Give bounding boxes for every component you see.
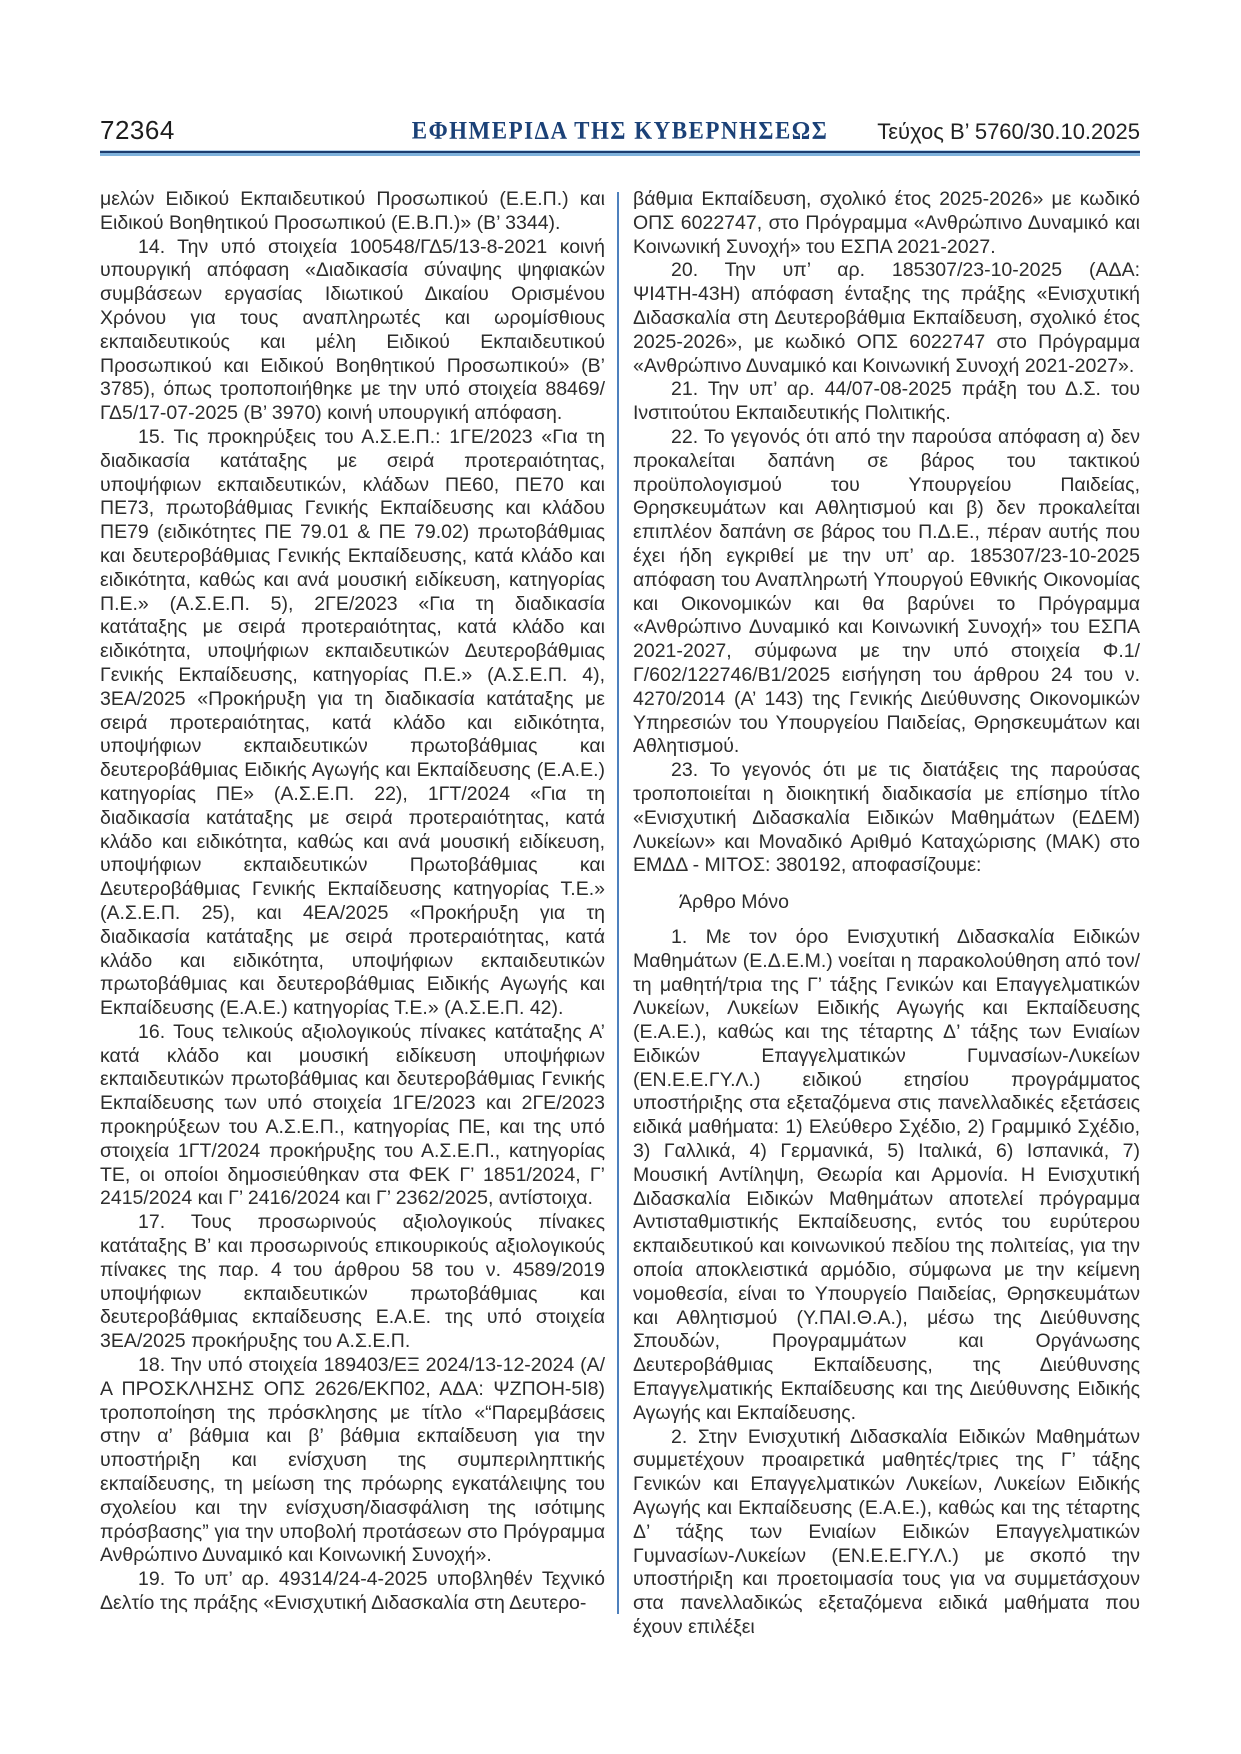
paragraph-item-15: 15. Τις προκηρύξεις του Α.Σ.Ε.Π.: 1ΓΕ/2023 «Για τη διαδικασία κατάταξης με σειρά προτεραιότητας, υποψήφιων εκπαιδευτικών, κλάδων ΠΕ60, ΠΕ70 και ΠΕ73, πρωτοβάθμιας Γενικής Εκπαίδευσης και κλάδου ΠΕ79 (ειδικότητες ΠΕ 79.01 & ΠΕ 79.02) πρωτοβάθμιας και δευτεροβάθμιας Γενικής Εκπαίδευσης, κατά κλάδο και ειδικότητα, καθώς και ανά μουσική ειδίκευση, κατηγορίας Π.Ε.» (Α.Σ.Ε.Π. 5), 2ΓΕ/2023 «Για τη διαδικασία κατάταξης με σειρά προτεραιότητας, κατά κλάδο και ειδικότητα, υποψήφιων εκπαιδευτικών Δευτεροβάθμιας Γενικής Εκπαίδευσης, κατηγορίας Π.Ε.» (Α.Σ.Ε.Π. 4), 3ΕΑ/2025 «Προκήρυξη για τη διαδικασία κατάταξης με σειρά προτεραιότητας, κατά κλάδο και ειδικότητα, υποψήφιων εκπαιδευτικών πρωτοβάθμιας και δευτεροβάθμιας Ειδικής Αγωγής και Εκπαίδευσης (Ε.Α.Ε.) κατηγορίας ΠΕ» (Α.Σ.Ε.Π. 22), 1ΓΤ/2024 «Για τη διαδικασία κατάταξης με σειρά προτεραιότητας, κατά κλάδο και ειδικότητα, καθώς και ανά μουσική ειδίκευση, υποψήφιων εκπαιδευτικών Πρωτοβάθμιας και Δευτεροβάθμιας Γενικής Εκπαίδευσης κατηγορίας Τ.Ε.» (Α.Σ.Ε.Π. 25), και 4ΕΑ/2025 «Προκήρυξη για τη διαδικασία κατάταξης με σειρά προτεραιότητας, κατά κλάδο και ειδικότητα, υποψήφιων εκπαιδευτικών πρωτοβάθμιας και δευτεροβάθμιας Ειδικής Αγωγής και Εκπαίδευσης (Ε.Α.Ε.) κατηγορίας Τ.Ε.» (Α.Σ.Ε.Π. 42).	[100, 425, 605, 1020]
article-heading: Άρθρο Μόνο	[679, 891, 789, 914]
paragraph-item-19: 19. Το υπ’ αρ. 49314/24-4-2025 υποβληθέν Τεχνικό Δελτίο της πράξης «Ενισχυτική Διδασκαλία στη Δευτερο-	[100, 1568, 605, 1615]
paragraph-item-18: 18. Την υπό στοιχεία 189403/ΕΞ 2024/13-12-2024 (Α/Α ΠΡΟΣΚΛΗΣΗΣ ΟΠΣ 2626/ΕΚΠ02, ΑΔΑ: ΨΖΠΟΗ-5Ι8) τροποποίηση της πρόσκλησης με τίτλο «“Παρεμβάσεις στην α’ βάθμια και β’ βάθμια εκπαίδευση για την υποστήριξη και ενίσχυση της συμπεριληπτικής εκπαίδευσης, τη μείωση της πρόωρης εγκατάλειψης του σχολείου και την ενίσχυση/διασφάλιση της ισότιμης πρόσβασης” για την υποβολή προτάσεων στο Πρόγραμμα Ανθρώπινο Δυναμικό και Κοινωνική Συνοχή».	[100, 1354, 605, 1567]
page-number: 72364	[100, 115, 175, 145]
right-column	[633, 188, 1140, 1640]
header-rule	[100, 150, 1140, 156]
gazette-title: ΕΦΗΜΕΡΙΔΑ ΤΗΣ ΚΥΒΕΡΝΗΣΕΩΣ	[411, 116, 829, 144]
paragraph-article-1: 1. Με τον όρο Ενισχυτική Διδασκαλία Ειδικών Μαθημάτων (Ε.Δ.Ε.Μ.) νοείται η παρακολούθηση από τον/τη μαθητή/τρια της Γ’ τάξης Γενικών και Επαγγελματικών Λυκείων, Λυκείων Ειδικής Αγωγής και Εκπαίδευσης (Ε.Α.Ε.), καθώς και της τέταρτης Δ’ τάξης των Ενιαίων Ειδικών Επαγγελματικών Γυμνασίων-Λυκείων (ΕΝ.Ε.Ε.ΓΥ.Λ.) ειδικού ετησίου προγράμματος υποστήριξης στα εξεταζόμενα στις πανελλαδικές εξετάσεις ειδικά μαθήματα: 1) Ελεύθερο Σχέδιο, 2) Γραμμικό Σχέδιο, 3) Γαλλικά, 4) Γερμανικά, 5) Ιταλικά, 6) Ισπανικά, 7) Μουσική Αντίληψη, Θεωρία και Αρμονία. Η Ενισχυτική Διδασκαλία Ειδικών Μαθημάτων αποτελεί πρόγραμμα Αντισταθμιστικής Εκπαίδευσης, εντός του ευρύτερου εκπαιδευτικού και κοινωνικού πεδίου της πολιτείας, για την οποία αποκλειστικά αρμόδιο, σύμφωνα με την κείμενη νομοθεσία, είναι το Υπουργείο Παιδείας, Θρησκευμάτων και Αθλητισμού (Υ.ΠΑΙ.Θ.Α.), μέσω της Διεύθυνσης Σπουδών, Προγραμμάτων και Οργάνωσης Δευτεροβάθμιας Εκπαίδευσης, της Διεύθυνσης Επαγγελματικής Εκπαίδευσης και της Διεύθυνσης Ειδικής Αγωγής και Εκπαίδευσης.	[633, 925, 1140, 1424]
paragraph-item-14: 14. Την υπό στοιχεία 100548/ΓΔ5/13-8-2021 κοινή υπουργική απόφαση «Διαδικασία σύναψης ψηφιακών συμβάσεων εργασίας Ιδιωτικού Δικαίου Ορισμένου Χρόνου για τους αναπληρωτές και ωρομίσθιους εκπαιδευτικούς και μέλη Ειδικού Εκπαιδευτικού Προσωπικού και Ειδικού Βοηθητικού Προσωπικού» (Β’ 3785), όπως τροποποιήθηκε με την υπό στοιχεία 88469/ΓΔ5/17-07-2025 (Β’ 3970) κοινή υπουργική απόφαση.	[100, 235, 605, 425]
column-divider	[617, 192, 619, 1614]
paragraph-item-16: 16. Τους τελικούς αξιολογικούς πίνακες κατάταξης Α’ κατά κλάδο και μουσική ειδίκευση υποψήφιων εκπαιδευτικών πρωτοβάθμιας και δευτεροβάθμιας Γενικής Εκπαίδευσης των υπό στοιχεία 1ΓΕ/2023 και 2ΓΕ/2023 προκηρύξεων του Α.Σ.Ε.Π., κατηγορίας ΠΕ, και της υπό στοιχεία 1ΓΤ/2024 προκήρυξης του Α.Σ.Ε.Π., κατηγορίας ΤΕ, οι οποίοι δημοσιεύθηκαν στα ΦΕΚ Γ’ 1851/2024, Γ’ 2415/2024 και Γ’ 2416/2024 και Γ’ 2362/2025, αντίστοιχα.	[100, 1020, 605, 1210]
paragraph-item-20: 20. Την υπ’ αρ. 185307/23-10-2025 (ΑΔΑ: ΨΙ4ΤΗ-43Η) απόφαση ένταξης της πράξης «Ενισχυτική Διδασκαλία στη Δευτεροβάθμια Εκπαίδευση, σχολικό έτος 2025-2026», με κωδικό ΟΠΣ 6022747 στο Πρόγραμμα «Ανθρώπινο Δυναμικό και Κοινωνική Συνοχή 2021-2027».	[633, 259, 1140, 377]
paragraph-item-17: 17. Τους προσωρινούς αξιολογικούς πίνακες κατάταξης Β’ και προσωρινούς επικουρικούς αξιολογικούς πίνακες της παρ. 4 του άρθρου 58 του ν. 4589/2019 υποψήφιων εκπαιδευτικών πρωτοβάθμιας και δευτεροβάθμιας εκπαίδευσης Ε.Α.Ε. της υπό στοιχεία 3ΕΑ/2025 προκήρυξης του Α.Σ.Ε.Π.	[100, 1211, 605, 1353]
issue-label: Τεύχος Β’ 5760/30.10.2025	[877, 119, 1140, 144]
paragraph-item-21: 21. Την υπ’ αρ. 44/07-08-2025 πράξη του Δ.Σ. του Ινστιτούτου Εκπαιδευτικής Πολιτικής.	[633, 378, 1140, 425]
paragraph-article-2: 2. Στην Ενισχυτική Διδασκαλία Ειδικών Μαθημάτων συμμετέχουν προαιρετικά μαθητές/τριες της Γ’ τάξης Γενικών και Επαγγελματικών Λυκείων, Λυκείων Ειδικής Αγωγής και Εκπαίδευσης (Ε.Α.Ε.), καθώς και της τέταρτης Δ’ τάξης των Ενιαίων Ειδικών Επαγγελματικών Γυμνασίων-Λυκείων (ΕΝ.Ε.Ε.ΓΥ.Λ.) με σκοπό την υποστήριξη και προετοιμασία τους για να συμμετάσχουν στα πανελλαδικώς εξεταζόμενα ειδικά μαθήματα που έχουν επιλέξει	[633, 1425, 1140, 1639]
paragraph-item-22: 22. Το γεγονός ότι από την παρούσα απόφαση α) δεν προκαλείται δαπάνη σε βάρος του τακτικού προϋπολογισμού του Υπουργείου Παιδείας, Θρησκευμάτων και Αθλητισμού και β) δεν προκαλείται επιπλέον δαπάνη σε βάρος του Π.Δ.Ε., πέραν αυτής που έχει ήδη εγκριθεί με την υπ’ αρ. 185307/23-10-2025 απόφαση του Αναπληρωτή Υπουργού Εθνικής Οικονομίας και Οικονομικών και θα βαρύνει το Πρόγραμμα «Ανθρώπινο Δυναμικό και Κοινωνική Συνοχή» του ΕΣΠΑ 2021-2027, σύμφωνα με την υπό στοιχεία Φ.1/Γ/602/122746/Β1/2025 εισήγηση του άρθρου 24 του ν. 4270/2014 (Α’ 143) της Γενικής Διεύθυνσης Οικονομικών Υπηρεσιών του Υπουργείου Παιδείας, Θρησκευμάτων και Αθλητισμού.	[633, 425, 1140, 758]
paragraph-continuation-praxis: βάθμια Εκπαίδευση, σχολικό έτος 2025-2026» με κωδικό ΟΠΣ 6022747, στο Πρόγραμμα «Ανθρώπινο Δυναμικό και Κοινωνική Συνοχή» του ΕΣΠΑ 2021-2027.	[633, 188, 1140, 258]
paragraph-continuation-eep: μελών Ειδικού Εκπαιδευτικού Προσωπικού (Ε.Ε.Π.) και Ειδικού Βοηθητικού Προσωπικού (Ε.Β.Π.)» (Β’ 3344).	[100, 188, 605, 234]
paragraph-item-23: 23. Το γεγονός ότι με τις διατάξεις της παρούσας τροποποιείται η διοικητική διαδικασία με επίσημο τίτλο «Ενισχυτική Διδασκαλία Ειδικών Μαθημάτων (ΕΔΕΜ) Λυκείων» και Μοναδικό Αριθμό Καταχώρισης (ΜΑΚ) στο ΕΜΔΔ - ΜΙΤΟΣ: 380192, αποφασίζουμε:	[633, 759, 1140, 877]
left-column	[100, 188, 605, 1616]
page-header	[100, 104, 1140, 148]
